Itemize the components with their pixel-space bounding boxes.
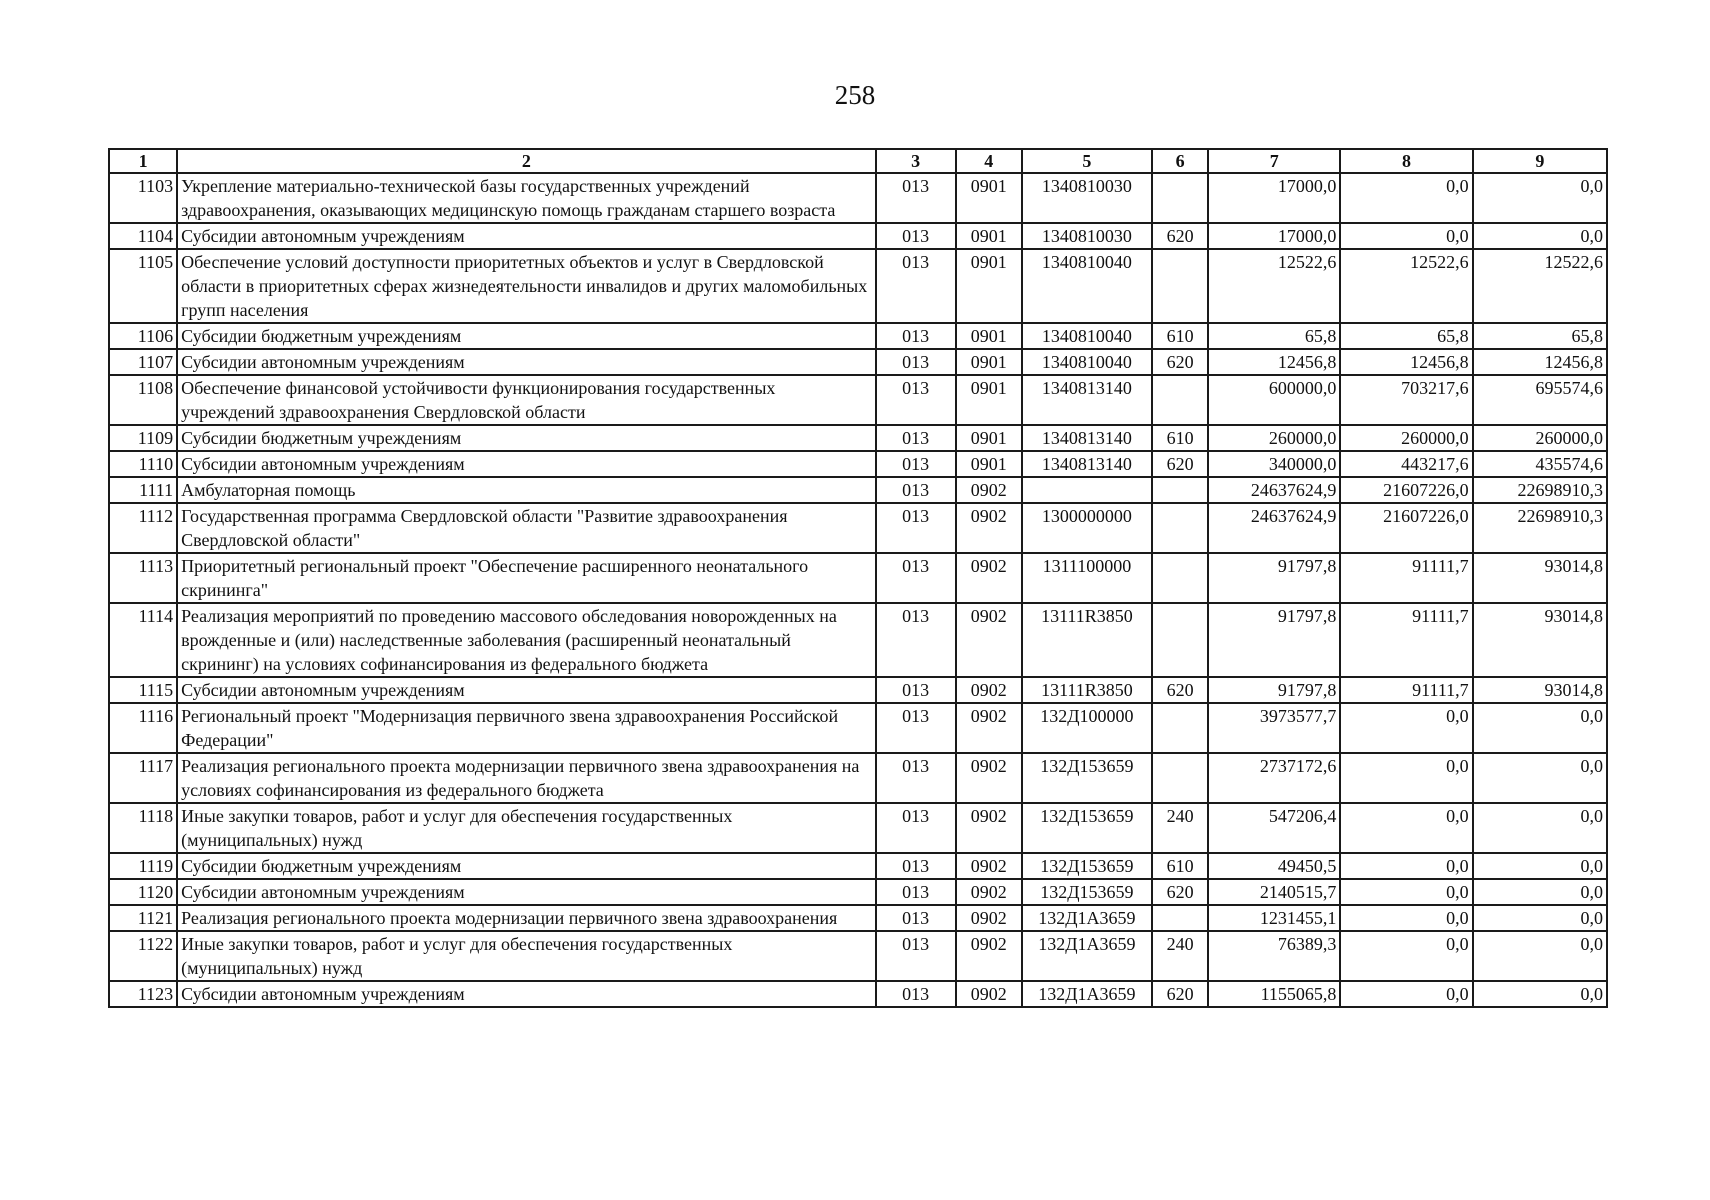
column-header: 7: [1208, 149, 1340, 173]
amount-col-9: 0,0: [1473, 905, 1607, 931]
row-name: Иные закупки товаров, работ и услуг для обеспечения государственных (муниципальных) нужд: [177, 931, 875, 981]
amount-col-7: 91797,8: [1208, 677, 1340, 703]
ministry-code: 013: [876, 603, 956, 677]
expense-type-code: [1152, 173, 1208, 223]
amount-col-9: 0,0: [1473, 853, 1607, 879]
ministry-code: 013: [876, 223, 956, 249]
column-header: 3: [876, 149, 956, 173]
amount-col-8: 703217,6: [1340, 375, 1472, 425]
expense-type-code: 620: [1152, 981, 1208, 1007]
ministry-code: 013: [876, 451, 956, 477]
amount-col-9: 12522,6: [1473, 249, 1607, 323]
section-code: 0902: [956, 603, 1022, 677]
expense-type-code: [1152, 603, 1208, 677]
column-header: 1: [109, 149, 177, 173]
amount-col-8: 0,0: [1340, 223, 1472, 249]
expense-type-code: [1152, 249, 1208, 323]
amount-col-8: 0,0: [1340, 703, 1472, 753]
table-row: [109, 425, 1607, 451]
row-number: 1104: [109, 223, 177, 249]
target-article-code: [1022, 477, 1152, 503]
amount-col-9: 12456,8: [1473, 349, 1607, 375]
expense-type-code: [1152, 703, 1208, 753]
expense-type-code: 620: [1152, 677, 1208, 703]
amount-col-7: 49450,5: [1208, 853, 1340, 879]
table-row: [109, 677, 1607, 703]
target-article-code: 132Д153659: [1022, 853, 1152, 879]
target-article-code: 1340813140: [1022, 451, 1152, 477]
section-code: 0901: [956, 349, 1022, 375]
amount-col-7: 76389,3: [1208, 931, 1340, 981]
row-name: Субсидии бюджетным учреждениям: [177, 323, 875, 349]
section-code: 0902: [956, 905, 1022, 931]
ministry-code: 013: [876, 677, 956, 703]
target-article-code: 132Д1А3659: [1022, 981, 1152, 1007]
ministry-code: 013: [876, 905, 956, 931]
amount-col-8: 65,8: [1340, 323, 1472, 349]
table-body: [109, 173, 1607, 1007]
ministry-code: 013: [876, 981, 956, 1007]
target-article-code: 1340810040: [1022, 349, 1152, 375]
amount-col-7: 12456,8: [1208, 349, 1340, 375]
amount-col-9: 22698910,3: [1473, 503, 1607, 553]
table-row: [109, 879, 1607, 905]
row-number: 1105: [109, 249, 177, 323]
row-number: 1117: [109, 753, 177, 803]
section-code: 0902: [956, 931, 1022, 981]
amount-col-9: 0,0: [1473, 981, 1607, 1007]
row-number: 1121: [109, 905, 177, 931]
ministry-code: 013: [876, 553, 956, 603]
amount-col-7: 1231455,1: [1208, 905, 1340, 931]
row-number: 1108: [109, 375, 177, 425]
amount-col-7: 2737172,6: [1208, 753, 1340, 803]
amount-col-9: 0,0: [1473, 173, 1607, 223]
row-number: 1120: [109, 879, 177, 905]
amount-col-9: 260000,0: [1473, 425, 1607, 451]
amount-col-8: 0,0: [1340, 905, 1472, 931]
column-header: 6: [1152, 149, 1208, 173]
amount-col-7: 24637624,9: [1208, 503, 1340, 553]
target-article-code: 1300000000: [1022, 503, 1152, 553]
table-row: [109, 375, 1607, 425]
expense-type-code: 610: [1152, 323, 1208, 349]
amount-col-8: 0,0: [1340, 753, 1472, 803]
page-number: 258: [834, 80, 876, 110]
expense-type-code: [1152, 375, 1208, 425]
row-number: 1113: [109, 553, 177, 603]
amount-col-7: 547206,4: [1208, 803, 1340, 853]
table-row: [109, 173, 1607, 223]
row-name: Субсидии автономным учреждениям: [177, 451, 875, 477]
amount-col-9: 93014,8: [1473, 553, 1607, 603]
row-name: Субсидии автономным учреждениям: [177, 677, 875, 703]
amount-col-8: 0,0: [1340, 853, 1472, 879]
target-article-code: 1340810030: [1022, 223, 1152, 249]
row-name: Субсидии бюджетным учреждениям: [177, 853, 875, 879]
amount-col-8: 21607226,0: [1340, 503, 1472, 553]
amount-col-8: 443217,6: [1340, 451, 1472, 477]
row-name: Субсидии автономным учреждениям: [177, 223, 875, 249]
section-code: 0902: [956, 503, 1022, 553]
target-article-code: 13111R3850: [1022, 603, 1152, 677]
amount-col-9: 0,0: [1473, 931, 1607, 981]
row-number: 1110: [109, 451, 177, 477]
column-header: 5: [1022, 149, 1152, 173]
amount-col-7: 91797,8: [1208, 553, 1340, 603]
row-number: 1103: [109, 173, 177, 223]
ministry-code: 013: [876, 503, 956, 553]
row-number: 1122: [109, 931, 177, 981]
row-number: 1119: [109, 853, 177, 879]
expense-type-code: [1152, 553, 1208, 603]
ministry-code: 013: [876, 803, 956, 853]
section-code: 0901: [956, 223, 1022, 249]
budget-table: [108, 148, 1608, 1008]
amount-col-8: 91111,7: [1340, 553, 1472, 603]
row-name: Региональный проект "Модернизация первичного звена здравоохранения Российской Федерации": [177, 703, 875, 753]
target-article-code: 132Д153659: [1022, 803, 1152, 853]
row-number: 1112: [109, 503, 177, 553]
amount-col-7: 600000,0: [1208, 375, 1340, 425]
ministry-code: 013: [876, 477, 956, 503]
amount-col-7: 12522,6: [1208, 249, 1340, 323]
amount-col-7: 1155065,8: [1208, 981, 1340, 1007]
row-name: Субсидии автономным учреждениям: [177, 981, 875, 1007]
amount-col-8: 0,0: [1340, 981, 1472, 1007]
column-header: 8: [1340, 149, 1472, 173]
amount-col-9: 22698910,3: [1473, 477, 1607, 503]
section-code: 0901: [956, 173, 1022, 223]
row-number: 1107: [109, 349, 177, 375]
amount-col-9: 435574,6: [1473, 451, 1607, 477]
expense-type-code: [1152, 477, 1208, 503]
ministry-code: 013: [876, 173, 956, 223]
expense-type-code: 610: [1152, 853, 1208, 879]
table-row: [109, 249, 1607, 323]
table-row: [109, 477, 1607, 503]
section-code: 0902: [956, 879, 1022, 905]
amount-col-9: 0,0: [1473, 753, 1607, 803]
section-code: 0902: [956, 981, 1022, 1007]
target-article-code: 1340810040: [1022, 249, 1152, 323]
amount-col-7: 340000,0: [1208, 451, 1340, 477]
section-code: 0902: [956, 753, 1022, 803]
target-article-code: 132Д1А3659: [1022, 931, 1152, 981]
section-code: 0902: [956, 477, 1022, 503]
section-code: 0901: [956, 375, 1022, 425]
row-number: 1109: [109, 425, 177, 451]
amount-col-7: 24637624,9: [1208, 477, 1340, 503]
amount-col-9: 695574,6: [1473, 375, 1607, 425]
target-article-code: 132Д100000: [1022, 703, 1152, 753]
amount-col-9: 93014,8: [1473, 677, 1607, 703]
expense-type-code: [1152, 905, 1208, 931]
amount-col-8: 91111,7: [1340, 603, 1472, 677]
amount-col-8: 12522,6: [1340, 249, 1472, 323]
table-row: [109, 223, 1607, 249]
row-number: 1123: [109, 981, 177, 1007]
amount-col-7: 2140515,7: [1208, 879, 1340, 905]
section-code: 0902: [956, 703, 1022, 753]
amount-col-7: 17000,0: [1208, 173, 1340, 223]
row-name: Реализация мероприятий по проведению массового обследования новорожденных на врожденные и (или) наследственные заболевания (расширенный неонатальный скрининг) на условиях софинансирования из федерального бюджета: [177, 603, 875, 677]
ministry-code: 013: [876, 703, 956, 753]
table-row: [109, 349, 1607, 375]
row-name: Субсидии автономным учреждениям: [177, 879, 875, 905]
amount-col-9: 93014,8: [1473, 603, 1607, 677]
row-name: Реализация регионального проекта модернизации первичного звена здравоохранения на условиях софинансирования из федерального бюджета: [177, 753, 875, 803]
expense-type-code: 240: [1152, 931, 1208, 981]
table-row: [109, 553, 1607, 603]
section-code: 0901: [956, 323, 1022, 349]
row-name: Государственная программа Свердловской области "Развитие здравоохранения Свердловской области": [177, 503, 875, 553]
row-number: 1118: [109, 803, 177, 853]
expense-type-code: 620: [1152, 223, 1208, 249]
row-name: Укрепление материально-технической базы государственных учреждений здравоохранения, оказывающих медицинскую помощь гражданам старшего возраста: [177, 173, 875, 223]
table-row: [109, 931, 1607, 981]
table-row: [109, 905, 1607, 931]
column-header: 4: [956, 149, 1022, 173]
target-article-code: 1340810030: [1022, 173, 1152, 223]
ministry-code: 013: [876, 931, 956, 981]
amount-col-7: 91797,8: [1208, 603, 1340, 677]
table-row: [109, 503, 1607, 553]
row-number: 1115: [109, 677, 177, 703]
expense-type-code: [1152, 753, 1208, 803]
amount-col-8: 12456,8: [1340, 349, 1472, 375]
ministry-code: 013: [876, 753, 956, 803]
table-row: [109, 753, 1607, 803]
section-code: 0902: [956, 553, 1022, 603]
row-name: Реализация регионального проекта модернизации первичного звена здравоохранения: [177, 905, 875, 931]
amount-col-8: 0,0: [1340, 879, 1472, 905]
column-header: 9: [1473, 149, 1607, 173]
row-number: 1106: [109, 323, 177, 349]
amount-col-9: 0,0: [1473, 223, 1607, 249]
section-code: 0901: [956, 249, 1022, 323]
amount-col-9: 0,0: [1473, 703, 1607, 753]
target-article-code: 132Д153659: [1022, 753, 1152, 803]
amount-col-8: 0,0: [1340, 173, 1472, 223]
expense-type-code: 620: [1152, 349, 1208, 375]
target-article-code: 1340813140: [1022, 425, 1152, 451]
column-header: 2: [177, 149, 875, 173]
row-name: Обеспечение финансовой устойчивости функционирования государственных учреждений здравоохранения Свердловской области: [177, 375, 875, 425]
target-article-code: 13111R3850: [1022, 677, 1152, 703]
row-name: Иные закупки товаров, работ и услуг для обеспечения государственных (муниципальных) нужд: [177, 803, 875, 853]
expense-type-code: 620: [1152, 451, 1208, 477]
row-number: 1116: [109, 703, 177, 753]
table-row: [109, 703, 1607, 753]
ministry-code: 013: [876, 853, 956, 879]
table-row: [109, 981, 1607, 1007]
target-article-code: 1311100000: [1022, 553, 1152, 603]
row-name: Обеспечение условий доступности приоритетных объектов и услуг в Свердловской области в приоритетных сферах жизнедеятельности инвалидов и других маломобильных групп населения: [177, 249, 875, 323]
amount-col-9: 0,0: [1473, 803, 1607, 853]
table-row: [109, 451, 1607, 477]
amount-col-9: 65,8: [1473, 323, 1607, 349]
amount-col-8: 91111,7: [1340, 677, 1472, 703]
expense-type-code: 610: [1152, 425, 1208, 451]
table-row: [109, 803, 1607, 853]
section-code: 0902: [956, 853, 1022, 879]
amount-col-7: 260000,0: [1208, 425, 1340, 451]
section-code: 0902: [956, 677, 1022, 703]
target-article-code: 132Д153659: [1022, 879, 1152, 905]
row-number: 1111: [109, 477, 177, 503]
amount-col-9: 0,0: [1473, 879, 1607, 905]
table-row: [109, 853, 1607, 879]
row-name: Субсидии бюджетным учреждениям: [177, 425, 875, 451]
ministry-code: 013: [876, 375, 956, 425]
ministry-code: 013: [876, 879, 956, 905]
row-name: Амбулаторная помощь: [177, 477, 875, 503]
section-code: 0901: [956, 425, 1022, 451]
ministry-code: 013: [876, 349, 956, 375]
amount-col-8: 21607226,0: [1340, 477, 1472, 503]
target-article-code: 1340810040: [1022, 323, 1152, 349]
expense-type-code: [1152, 503, 1208, 553]
target-article-code: 132Д1А3659: [1022, 905, 1152, 931]
target-article-code: 1340813140: [1022, 375, 1152, 425]
table-header-row: [109, 149, 1607, 173]
amount-col-7: 17000,0: [1208, 223, 1340, 249]
row-name: Субсидии автономным учреждениям: [177, 349, 875, 375]
expense-type-code: 240: [1152, 803, 1208, 853]
amount-col-7: 3973577,7: [1208, 703, 1340, 753]
amount-col-8: 260000,0: [1340, 425, 1472, 451]
row-name: Приоритетный региональный проект "Обеспечение расширенного неонатального скрининга": [177, 553, 875, 603]
ministry-code: 013: [876, 323, 956, 349]
section-code: 0902: [956, 803, 1022, 853]
amount-col-8: 0,0: [1340, 931, 1472, 981]
table-row: [109, 603, 1607, 677]
table-row: [109, 323, 1607, 349]
amount-col-8: 0,0: [1340, 803, 1472, 853]
ministry-code: 013: [876, 249, 956, 323]
amount-col-7: 65,8: [1208, 323, 1340, 349]
expense-type-code: 620: [1152, 879, 1208, 905]
section-code: 0901: [956, 451, 1022, 477]
row-number: 1114: [109, 603, 177, 677]
ministry-code: 013: [876, 425, 956, 451]
